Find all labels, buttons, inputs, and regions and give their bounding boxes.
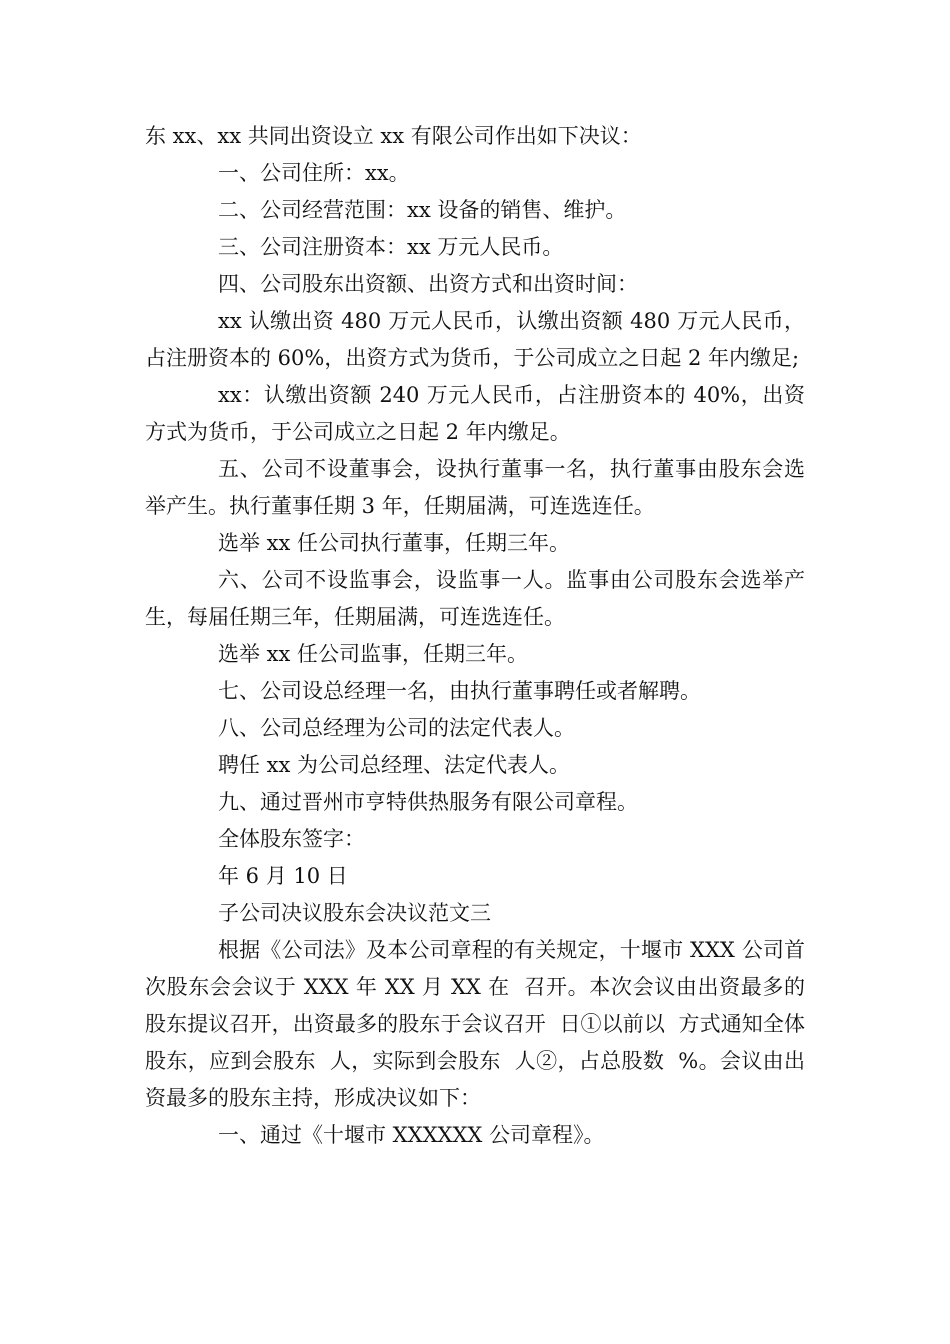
paragraph-17: 子公司决议股东会决议范文三	[218, 901, 491, 925]
paragraph-12: 八、公司总经理为公司的法定代表人。	[218, 716, 575, 740]
paragraph-3: 三、公司注册资本：xx 万元人民币。	[218, 235, 564, 259]
paragraph-14: 九、通过晋州市亨特供热服务有限公司章程。	[218, 790, 638, 814]
paragraph-7: 五、公司不设董事会，设执行董事一名，执行董事由股东会选举产生。执行董事任期 3 年，任期届满，可连选连任。	[145, 457, 805, 518]
paragraph-2: 二、公司经营范围：xx 设备的销售、维护。	[218, 198, 627, 222]
paragraph-18: 根据《公司法》及本公司章程的有关规定，十堰市 XXX 公司首次股东会会议于 XXX 年 XX 月 XX 在 召开。本次会议由出资最多的股东提议召开，出资最多的股东于会议召开 日①以前以 方式通知全体股东，应到会股东 人，实际到会股东 人②，占总股数 %。会议由出资最多的股东主持，形成决议如下：	[145, 938, 805, 1110]
paragraph-4: 四、公司股东出资额、出资方式和出资时间：	[218, 272, 638, 296]
paragraph-1: 一、公司住所：xx。	[218, 161, 410, 185]
paragraph-13: 聘任 xx 为公司总经理、法定代表人。	[218, 753, 571, 777]
document-body	[145, 118, 805, 1154]
paragraph-6: xx：认缴出资额 240 万元人民币，占注册资本的 40%，出资方式为货币，于公司成立之日起 2 年内缴足。	[145, 383, 805, 444]
paragraph-8: 选举 xx 任公司执行董事，任期三年。	[218, 531, 571, 555]
paragraph-0: 东 xx、xx 共同出资设立 xx 有限公司作出如下决议：	[145, 124, 642, 148]
paragraph-10: 选举 xx 任公司监事，任期三年。	[218, 642, 529, 666]
paragraph-5: xx 认缴出资 480 万元人民币，认缴出资额 480 万元人民币，占注册资本的 60%，出资方式为货币，于公司成立之日起 2 年内缴足;	[145, 309, 805, 370]
paragraph-16: 年 6 月 10 日	[218, 864, 348, 888]
paragraph-11: 七、公司设总经理一名，由执行董事聘任或者解聘。	[218, 679, 701, 703]
paragraph-15: 全体股东签字：	[218, 827, 365, 851]
paragraph-19: 一、通过《十堰市 XXXXXX 公司章程》。	[218, 1123, 605, 1147]
paragraph-9: 六、公司不设监事会，设监事一人。监事由公司股东会选举产生，每届任期三年，任期届满，可连选连任。	[145, 568, 805, 629]
